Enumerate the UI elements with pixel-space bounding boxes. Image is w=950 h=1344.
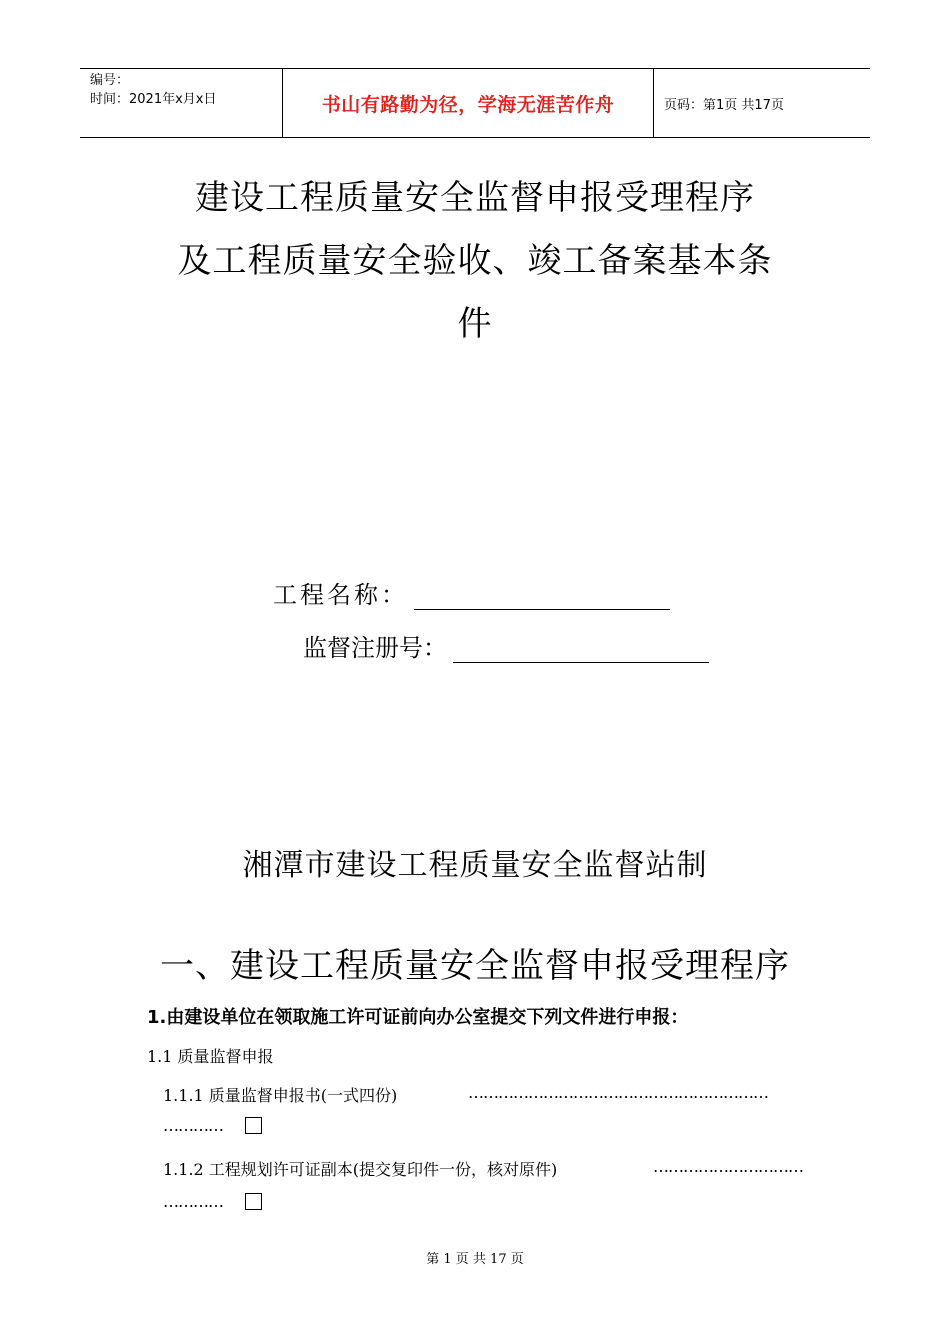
- supervision-no-label: 监督注册号：: [303, 634, 447, 662]
- section-heading: 一、建设工程质量安全监督申报受理程序: [160, 946, 790, 986]
- page-footer: 第 1 页 共 17 页: [426, 1252, 524, 1267]
- project-name-label: 工程名称：: [273, 581, 408, 609]
- organization: 湘潭市建设工程质量安全监督站制: [242, 848, 708, 883]
- title-line-1: 建设工程质量安全监督申报受理程序: [195, 178, 755, 218]
- number-label: 编号：: [90, 73, 130, 88]
- item-1-1-2: 1.1.2 工程规划许可证副本(提交复印件一份，核对原件): [163, 1160, 558, 1179]
- title-line-3: 件: [457, 304, 493, 344]
- item-1-1: 1.1 质量监督申报: [147, 1047, 274, 1066]
- supervision-no-blank[interactable]: [453, 634, 709, 663]
- project-name-field: [273, 575, 670, 610]
- item-1-1-1-leader-cont: …………: [163, 1116, 223, 1135]
- document-header: [80, 68, 870, 138]
- title-line-2: 及工程质量安全验收、竣工备案基本条: [177, 241, 773, 281]
- header-motto-cell: [282, 69, 654, 137]
- item-1-1-2-leader: …………………………: [653, 1157, 803, 1176]
- time-label: 时间：2021年x月x日: [90, 92, 217, 107]
- item-1-1-1-checkbox[interactable]: [245, 1117, 262, 1134]
- page-info: 页码：第1页 共17页: [664, 97, 784, 113]
- item-1-1-1: 1.1.1 质量监督申报书(一式四份): [163, 1086, 398, 1105]
- item-1-1-1-leader: ……………………………………………………: [468, 1083, 768, 1102]
- motto: 书山有路勤为径，学海无涯苦作舟: [321, 93, 615, 116]
- item-1-1-2-checkbox[interactable]: [245, 1193, 262, 1210]
- project-name-blank[interactable]: [414, 581, 670, 610]
- item-1-1-2-leader-cont: …………: [163, 1192, 223, 1211]
- step-1: 1.由建设单位在领取施工许可证前向办公室提交下列文件进行申报：: [147, 1007, 689, 1028]
- header-meta: [80, 69, 282, 137]
- supervision-no-field: [303, 628, 709, 663]
